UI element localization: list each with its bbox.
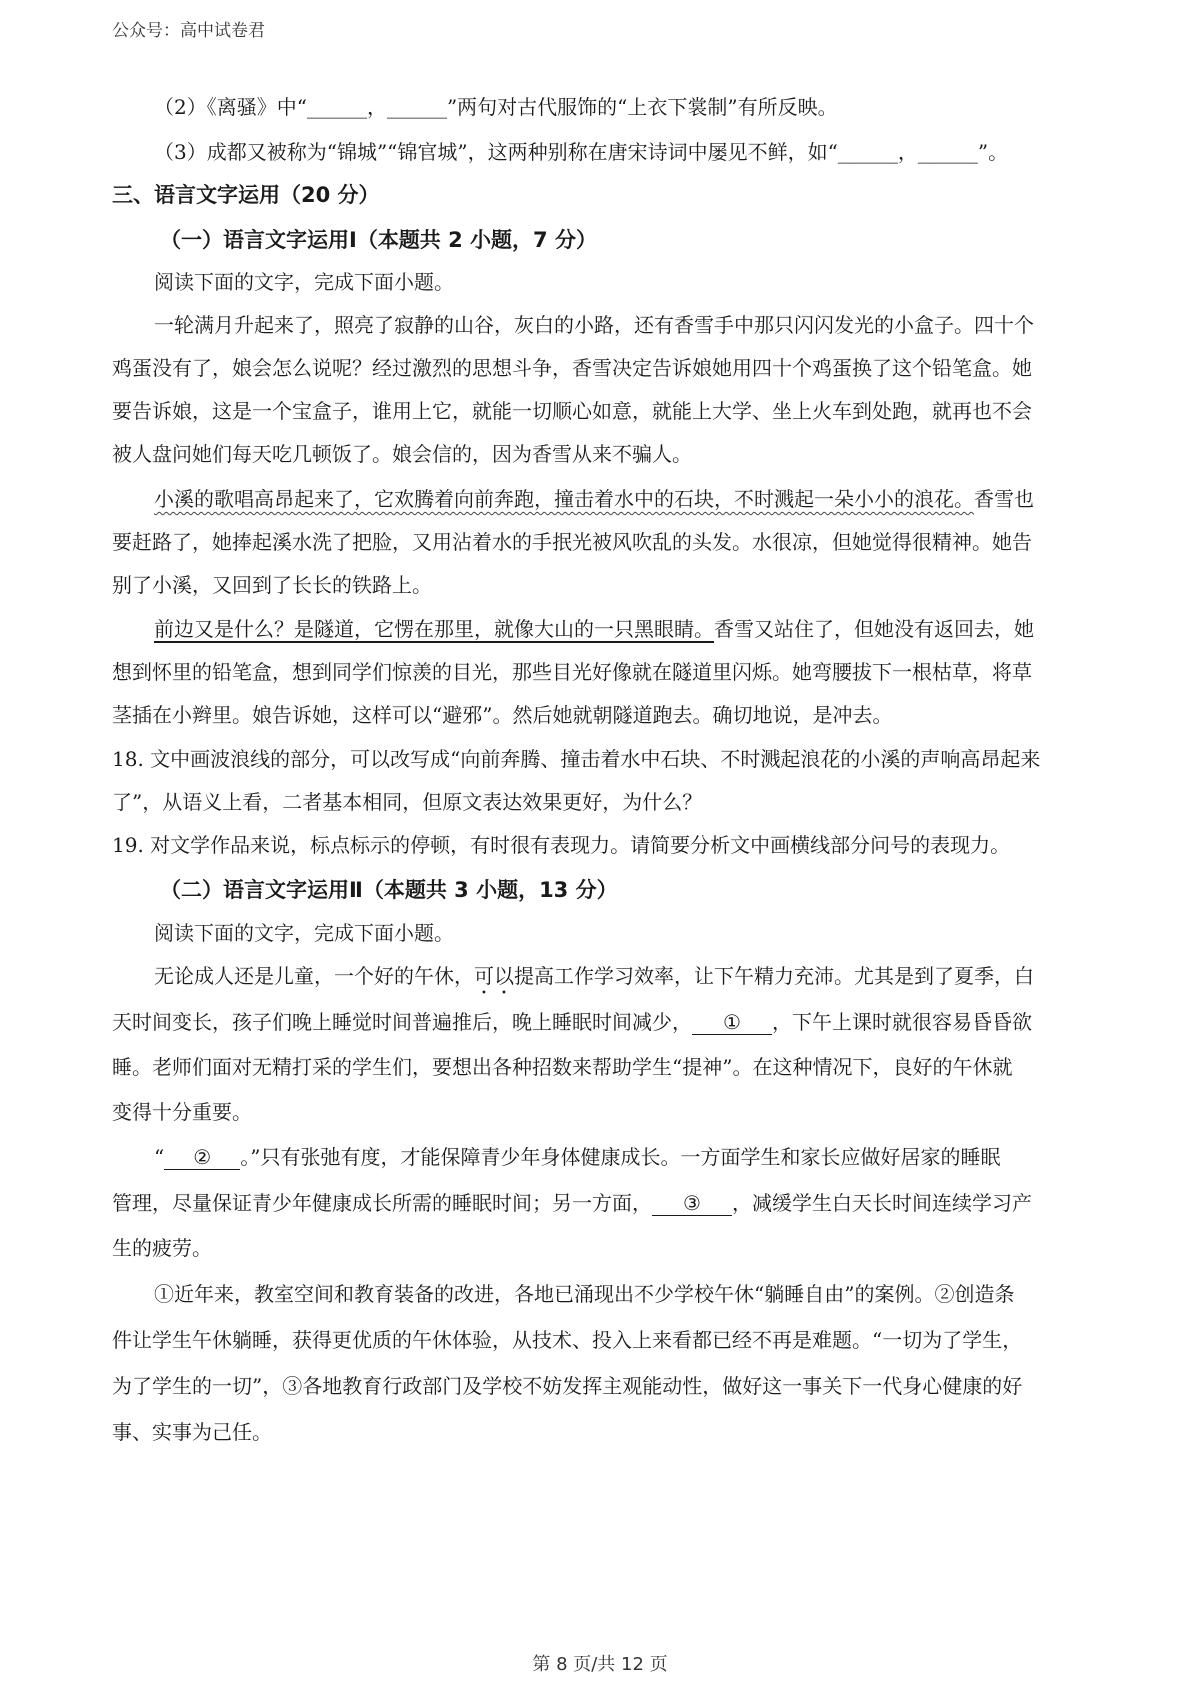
question-18: 18. 文中画波浪线的部分，可以改写成“向前奔腾、撞击着水中石块、不时溅起浪花的小溪的声响高昂起来 xyxy=(112,747,1041,771)
wavy-underlined-sentence: 小溪的歌唱高昂起来了，它欢腾着向前奔跑，撞击着水中的石块，不时溅起一朵小小的浪花。 xyxy=(154,487,974,511)
underlined-sentence: 前边又是什么？是隧道，它愣在那里，就像大山的一只黑眼睛。 xyxy=(154,617,714,641)
passage-text: 香雪又站住了，但她没有返回去，她 xyxy=(714,617,1034,641)
passage-5-line: 生的疲劳。 xyxy=(112,1236,212,1260)
passage-3-first-line xyxy=(154,615,1144,643)
passage-1-line: 鸡蛋没有了，娘会怎么说呢？经过激烈的思想斗争，香雪决定告诉娘她用四十个鸡蛋换了这个铅笔盒。她 xyxy=(112,356,1032,380)
part-1-instruction: 阅读下面的文字，完成下面小题。 xyxy=(154,270,454,294)
passage-4-first-line xyxy=(154,962,1144,999)
page-number: 第 8 页/共 12 页 xyxy=(532,1654,668,1675)
passage-1-line: 被人盘问她们每天吃几顿饭了。娘会信的，因为香雪从来不骗人。 xyxy=(112,442,692,466)
blank-2: ② xyxy=(164,1145,240,1170)
blank-3: ③ xyxy=(652,1191,732,1216)
question-18-continued: 了”，从语义上看，二者基本相同，但原文表达效果更好，为什么？ xyxy=(112,790,703,814)
passage-text: “ xyxy=(154,1145,165,1169)
passage-5-line xyxy=(112,1189,1102,1217)
passage-text: ，减缓学生白天长时间连续学习产 xyxy=(732,1191,1032,1215)
passage-2-line: 别了小溪，又回到了长长的铁路上。 xyxy=(112,573,432,597)
passage-text: 香雪也 xyxy=(974,487,1034,511)
passage-6-line: ①近年来，教室空间和教育装备的改进，各地已涌现出不少学校午休“躺睡自由”的案例。②创造条 xyxy=(154,1282,1015,1306)
passage-4-line xyxy=(112,1008,1102,1036)
passage-2-line: 要赶路了，她捧起溪水洗了把脸，又用沾着水的手抿光被风吹乱的头发。水很凉，但她觉得很精神。她告 xyxy=(112,530,1032,554)
passage-text: 。”只有张弛有度，才能保障青少年身体健康成长。一方面学生和家长应做好居家的睡眠 xyxy=(240,1145,1001,1169)
passage-6-line: 事、实事为己任。 xyxy=(112,1420,272,1444)
blank-1: ① xyxy=(692,1010,772,1035)
question-19: 19. 对文学作品来说，标点标示的停顿，有时很有表现力。请简要分析文中画横线部分问号的表现力。 xyxy=(112,833,1011,857)
passage-3-line: 想到怀里的铅笔盒，想到同学们惊羡的目光，那些目光好像就在隧道里闪烁。她弯腰拔下一根枯草，将草 xyxy=(112,660,1032,684)
passage-6-line: 为了学生的一切”，③各地教育行政部门及学校不妨发挥主观能动性，做好这一事关下一代身心健康的好 xyxy=(112,1374,1023,1398)
passage-6-line: 件让学生午休躺睡，获得更优质的午休体验，从技术、投入上来看都已经不再是难题。“一切为了学生， xyxy=(112,1328,1023,1352)
passage-text: 管理，尽量保证青少年健康成长所需的睡眠时间；另一方面， xyxy=(112,1191,652,1215)
question-17-item-3: （3）成都又被称为“锦城”“锦官城”，这两种别称在唐宋诗词中屡见不鲜，如“______，______”。 xyxy=(154,140,1009,164)
source-label: 公众号：高中试卷君 xyxy=(112,21,265,41)
part-1-heading: （一）语言文字运用Ⅰ（本题共 2 小题，7 分） xyxy=(160,228,597,252)
passage-1-line: 一轮满月升起来了，照亮了寂静的山谷，灰白的小路，还有香雪手中那只闪闪发光的小盒子。四十个 xyxy=(154,313,1034,337)
passage-5-first-line xyxy=(154,1143,1144,1171)
passage-3-line: 茎插在小辫里。娘告诉她，这样可以“避邪”。然后她就朝隧道跑去。确切地说，是冲去。 xyxy=(112,703,893,727)
emphasis-dotted-text: 可以 xyxy=(474,964,514,988)
passage-text: ，下午上课时就很容易昏昏欲 xyxy=(772,1010,1032,1034)
question-17-item-2: （2）《离骚》中“______，______”两句对古代服饰的“上衣下裳制”有所反映。 xyxy=(154,95,838,119)
section-3-heading: 三、语言文字运用（20 分） xyxy=(112,183,380,207)
passage-4-line: 睡。老师们面对无精打采的学生们，要想出各种招数来帮助学生“提神”。在这种情况下，良好的午休就 xyxy=(112,1055,1013,1079)
passage-4-line: 变得十分重要。 xyxy=(112,1100,252,1124)
passage-text: 提高工作学习效率，让下午精力充沛。尤其是到了夏季，白 xyxy=(514,964,1034,988)
part-2-instruction: 阅读下面的文字，完成下面小题。 xyxy=(154,921,454,945)
passage-1-line: 要告诉娘，这是一个宝盒子，谁用上它，就能一切顺心如意，就能上大学、坐上火车到处跑，就再也不会 xyxy=(112,399,1032,423)
passage-2-first-line xyxy=(154,485,1144,513)
passage-text: 天时间变长，孩子们晚上睡觉时间普遍推后，晚上睡眠时间减少， xyxy=(112,1010,692,1034)
part-2-heading: （二）语言文字运用Ⅱ（本题共 3 小题，13 分） xyxy=(160,878,618,902)
passage-text: 无论成人还是儿童，一个好的午休， xyxy=(154,964,474,988)
